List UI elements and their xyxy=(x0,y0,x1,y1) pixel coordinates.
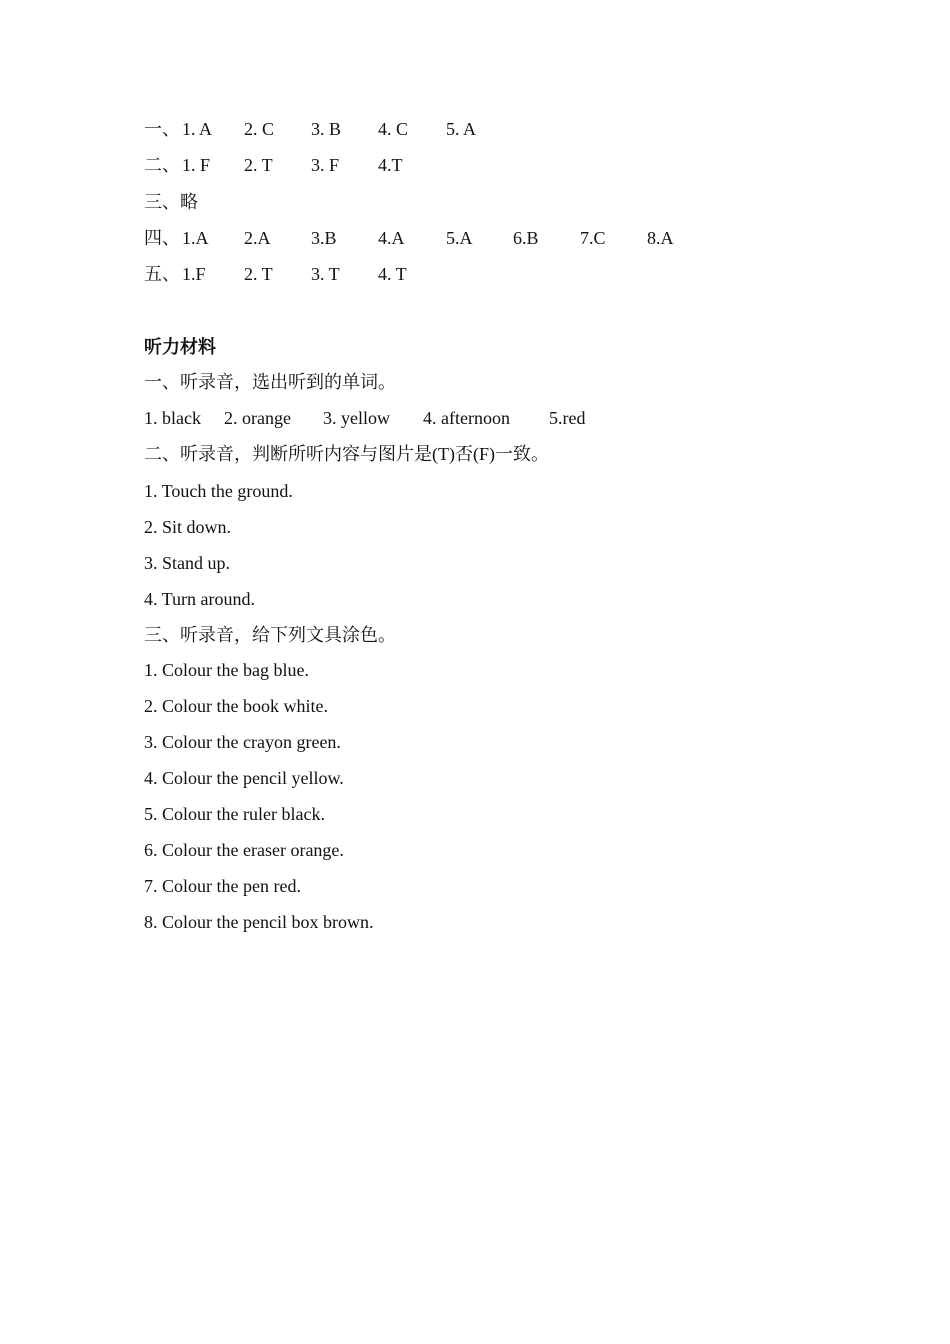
listening-line: 3. Colour the crayon green. xyxy=(144,732,341,752)
answer-row-label: 四、 xyxy=(144,228,180,248)
answer-row-4 xyxy=(144,226,674,250)
answer-item: 1. A xyxy=(182,119,213,139)
answer-row-label: 二、 xyxy=(144,155,180,175)
answer-item: 4. C xyxy=(378,119,409,139)
listening-title: 听力材料 xyxy=(144,337,216,357)
answer-item: 1. F xyxy=(182,155,211,175)
answer-item: 2. T xyxy=(244,264,273,284)
answer-row-5 xyxy=(144,262,407,286)
answer-item: 1.F xyxy=(182,264,206,284)
answer-item: 2. C xyxy=(244,119,275,139)
answer-item: 8.A xyxy=(647,228,674,248)
answer-item: 3. B xyxy=(311,119,342,139)
answer-row-label: 三、 xyxy=(144,192,180,212)
answer-item: 2.A xyxy=(244,228,271,248)
answer-item: 6.B xyxy=(513,228,539,248)
listening-part2-heading: 二、听录音，判断所听内容与图片是(T)否(F)一致。 xyxy=(144,444,549,464)
listening-line: 6. Colour the eraser orange. xyxy=(144,840,344,860)
word-item: 2. orange xyxy=(224,408,291,428)
answer-item: 5. A xyxy=(446,119,477,139)
word-item: 3. yellow xyxy=(323,408,390,428)
word-item: 5.red xyxy=(549,408,586,428)
answer-item: 3. T xyxy=(311,264,340,284)
answer-item: 3. F xyxy=(311,155,340,175)
listening-line: 3. Stand up. xyxy=(144,553,231,573)
answer-item: 4.T xyxy=(378,155,403,175)
answer-item: 2. T xyxy=(244,155,273,175)
listening-line: 4. Colour the pencil yellow. xyxy=(144,768,344,788)
answer-item: 7.C xyxy=(580,228,606,248)
listening-line: 1. Colour the bag blue. xyxy=(144,660,309,680)
answer-row-label: 五、 xyxy=(144,264,180,284)
answer-item: 4. T xyxy=(378,264,407,284)
answer-row-2 xyxy=(144,153,403,177)
answer-row-1 xyxy=(144,117,477,141)
listening-part1-heading: 一、听录音，选出听到的单词。 xyxy=(144,372,396,392)
answer-text: 略 xyxy=(180,192,198,212)
answer-row-label: 一、 xyxy=(144,119,180,139)
word-item: 1. black xyxy=(144,408,201,428)
answer-row-3 xyxy=(144,190,198,214)
answer-item: 3.B xyxy=(311,228,337,248)
listening-line: 7. Colour the pen red. xyxy=(144,876,301,896)
listening-line: 2. Sit down. xyxy=(144,517,232,537)
listening-line: 5. Colour the ruler black. xyxy=(144,804,325,824)
listening-line: 4. Turn around. xyxy=(144,589,256,609)
listening-line: 8. Colour the pencil box brown. xyxy=(144,912,374,932)
listening-line: 1. Touch the ground. xyxy=(144,481,293,501)
word-item: 4. afternoon xyxy=(423,408,510,428)
listening-part3-heading: 三、听录音，给下列文具涂色。 xyxy=(144,625,396,645)
answer-item: 4.A xyxy=(378,228,405,248)
answer-item: 1.A xyxy=(182,228,209,248)
listening-line: 2. Colour the book white. xyxy=(144,696,328,716)
answer-item: 5.A xyxy=(446,228,473,248)
